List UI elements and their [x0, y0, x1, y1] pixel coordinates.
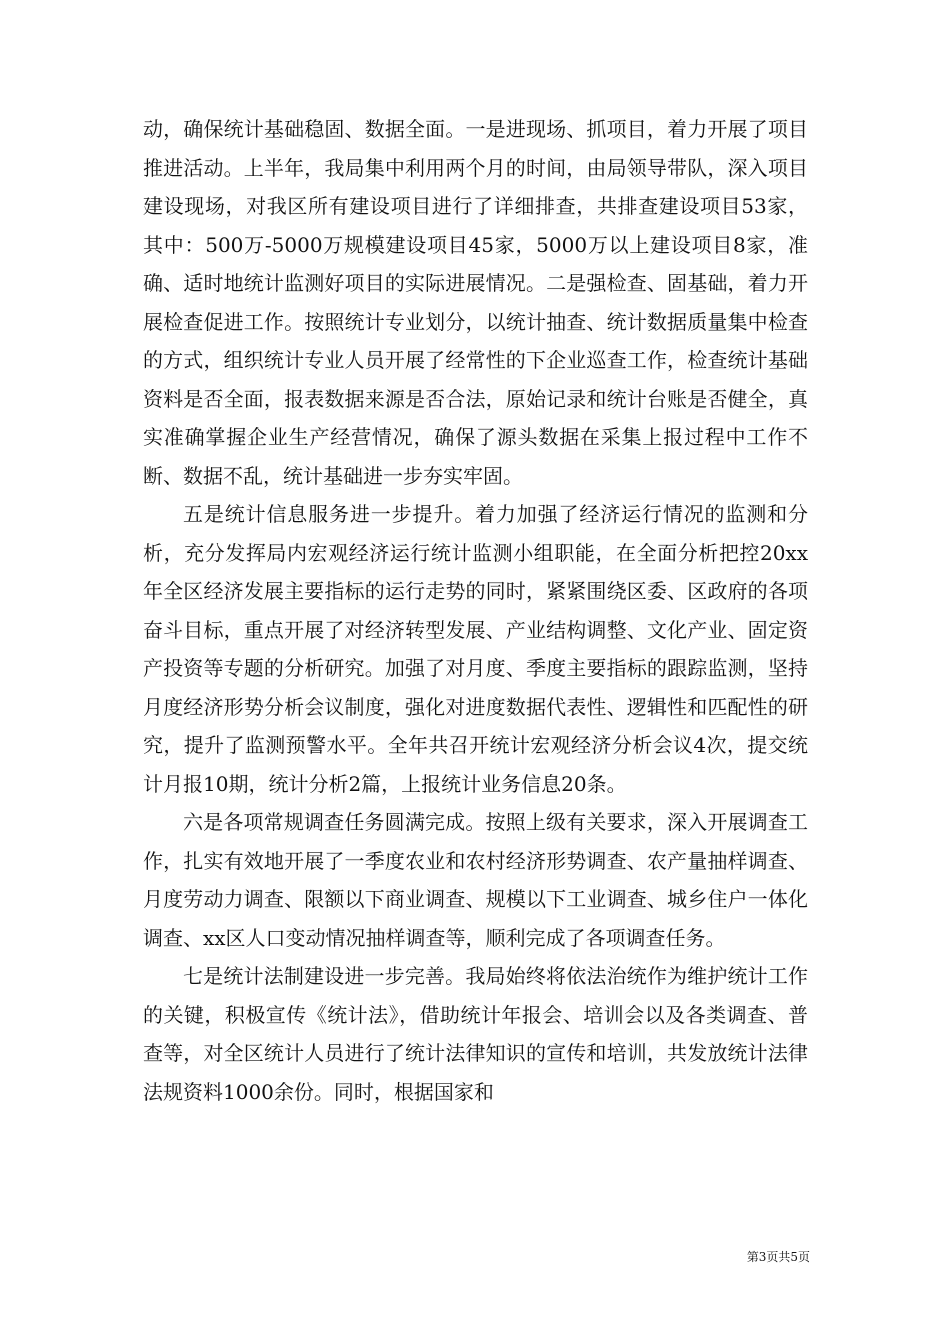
- paragraph-4: 七是统计法制建设进一步完善。我局始终将依法治统作为维护统计工作的关键，积极宣传《统计法》，借助统计年报会、培训会以及各类调查、普查等，对全区统计人员进行了统计法律知识的宣传和培训，共发放统计法律法规资料1000余份。同时，根据国家和: [143, 964, 808, 1104]
- paragraph-3: 六是各项常规调查任务圆满完成。按照上级有关要求，深入开展调查工作，扎实有效地开展了一季度农业和农村经济形势调查、农产量抽样调查、月度劳动力调查、限额以下商业调查、规模以下工业调查、城乡住户一体化调查、xx区人口变动情况抽样调查等，顺利完成了各项调查任务。: [143, 810, 808, 950]
- paragraph-1: 动，确保统计基础稳固、数据全面。一是进现场、抓项目，着力开展了项目推进活动。上半年，我局集中利用两个月的时间，由局领导带队，深入项目建设现场，对我区所有建设项目进行了详细排查，共排查建设项目53家，其中：500万-5000万规模建设项目45家，5000万以上建设项目8家，准确、适时地统计监测好项目的实际进展情况。二是强检查、固基础，着力开展检查促进工作。按照统计专业划分，以统计抽查、统计数据质量集中检查的方式，组织统计专业人员开展了经常性的下企业巡查工作，检查统计基础资料是否全面，报表数据来源是否合法，原始记录和统计台账是否健全，真实准确掌握企业生产经营情况，确保了源头数据在采集上报过程中工作不断、数据不乱，统计基础进一步夯实牢固。: [143, 117, 808, 488]
- document-body: [143, 110, 808, 1111]
- paragraph-2: 五是统计信息服务进一步提升。着力加强了经济运行情况的监测和分析，充分发挥局内宏观经济运行统计监测小组职能，在全面分析把控20xx年全区经济发展主要指标的运行走势的同时，紧紧围绕区委、区政府的各项奋斗目标，重点开展了对经济转型发展、产业结构调整、文化产业、固定资产投资等专题的分析研究。加强了对月度、季度主要指标的跟踪监测，坚持月度经济形势分析会议制度，强化对进度数据代表性、逻辑性和匹配性的研究，提升了监测预警水平。全年共召开统计宏观经济分析会议4次，提交统计月报10期，统计分析2篇，上报统计业务信息20条。: [143, 502, 808, 796]
- page-number: 第3页共5页: [746, 1250, 810, 1264]
